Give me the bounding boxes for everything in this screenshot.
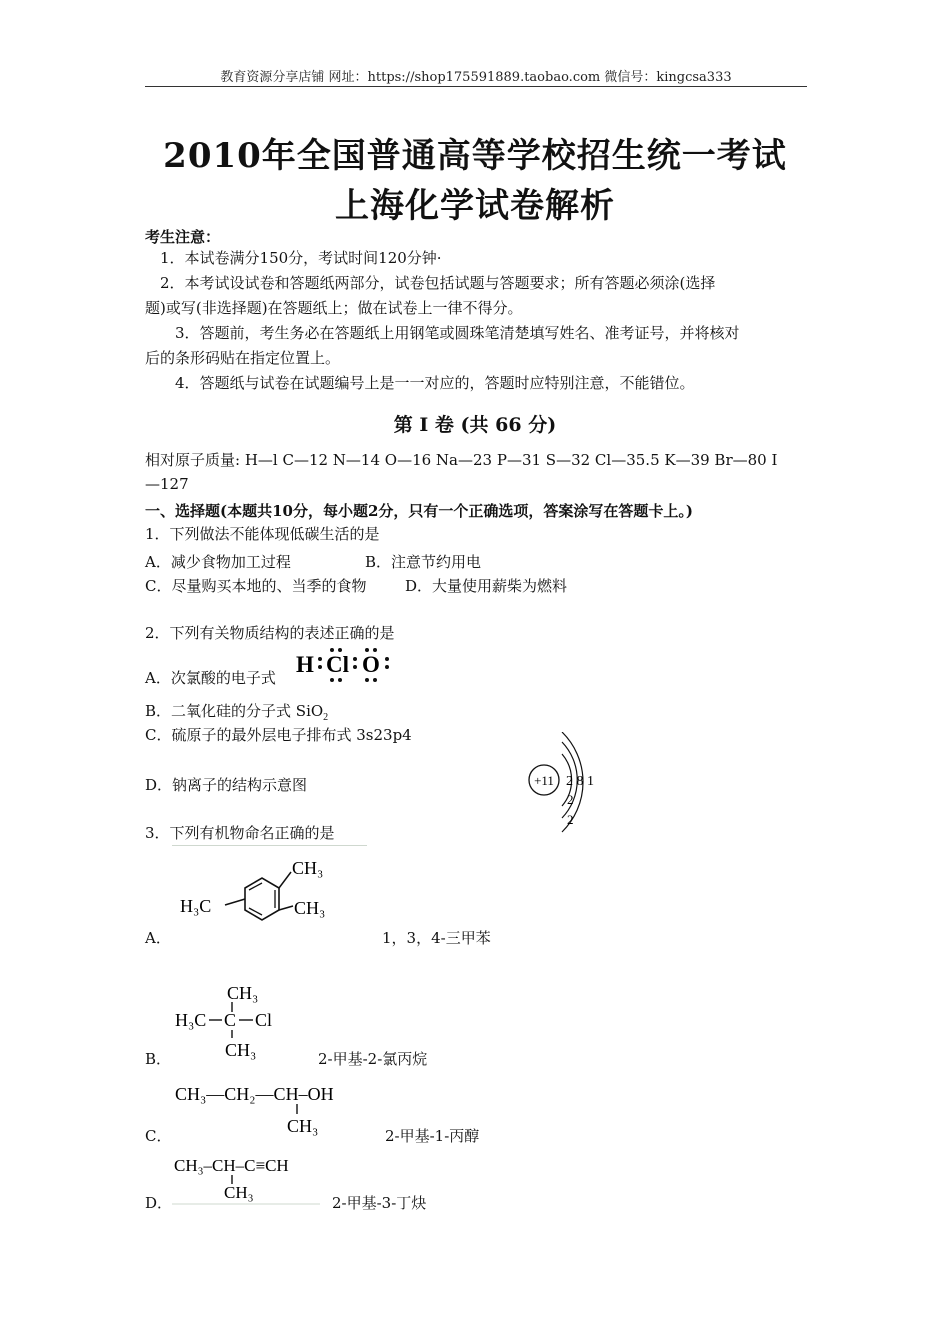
q3-option-d-label: D． bbox=[145, 1194, 173, 1212]
q3-option-c-label: C． bbox=[145, 1127, 172, 1145]
q3-option-a-name: 1，3，4-三甲苯 bbox=[382, 929, 491, 947]
q3-option-d-name: 2-甲基-3-丁炔 bbox=[332, 1194, 427, 1212]
q2-option-b-subscript: 2 bbox=[323, 712, 329, 723]
b-top-methyl: CH₃ bbox=[227, 983, 259, 1003]
methyl-right: CH₃ bbox=[294, 898, 326, 918]
nucleus-charge: +11 bbox=[534, 773, 554, 788]
c-branch-methyl: CH₃ bbox=[287, 1116, 319, 1136]
hclo-electron-formula bbox=[296, 646, 396, 684]
b-bottom-methyl: CH₃ bbox=[225, 1040, 257, 1060]
exam-title-line1: 2010年全国普通高等学校招生统一考试 bbox=[163, 136, 787, 176]
q1-option-a: A．减少食物加工过程 bbox=[145, 553, 291, 571]
methyl-left: H₃C bbox=[180, 896, 212, 916]
atomic-masses-line1: 相对原子质量: H—l C—12 N—14 O—16 Na—23 P—31 S—32 Cl—35.5 K—39 Br—80 I bbox=[145, 451, 778, 469]
q3-option-b-name: 2-甲基-2-氯丙烷 bbox=[318, 1050, 428, 1068]
c-main-chain: CH₃—CH₂—CH–OH bbox=[175, 1084, 334, 1104]
methylbutyne-structure bbox=[172, 1152, 332, 1207]
q2-stem: 2．下列有关物质结构的表述正确的是 bbox=[145, 624, 395, 642]
methyl-top: CH₃ bbox=[292, 858, 324, 878]
q2-option-c: C．硫原子的最外层电子排布式 3s23p4 bbox=[145, 726, 412, 744]
shell-extra-count-1: 2 bbox=[567, 792, 574, 807]
formula-cl: Cl bbox=[326, 652, 349, 677]
formula-o: O bbox=[362, 652, 380, 677]
methylpropanol-structure bbox=[175, 1078, 375, 1138]
d-branch-methyl: CH₃ bbox=[224, 1183, 254, 1202]
q3-option-c-name: 2-甲基-1-丙醇 bbox=[385, 1127, 480, 1145]
q2-option-d: D．钠离子的结构示意图 bbox=[145, 776, 308, 794]
b-center-carbon: C bbox=[224, 1010, 237, 1030]
q1-option-c: C．尽量购买本地的、当季的食物 bbox=[145, 577, 367, 595]
q2-option-a: A．次氯酸的电子式 bbox=[145, 669, 276, 687]
notice-item-4: 4．答题纸与试卷在试题编号上是一一对应的，答题时应特别注意，不能错位。 bbox=[175, 374, 695, 392]
formula-h: H bbox=[296, 652, 314, 677]
notice-item-2a: 2．本考试设试卷和答题纸两部分，试卷包括试题与答题要求；所有答题必须涂(选择 bbox=[160, 274, 716, 292]
notice-item-1: 1．本试卷满分150分，考试时间120分钟· bbox=[160, 249, 442, 267]
benzene-ring bbox=[245, 878, 279, 920]
q2-option-b bbox=[145, 700, 328, 723]
notice-label: 考生注意： bbox=[145, 228, 221, 246]
q3-stem: 3．下列有机物命名正确的是 bbox=[145, 824, 335, 842]
chloro-methylpropane-structure bbox=[175, 980, 285, 1060]
q1-option-b: B．注意节约用电 bbox=[365, 553, 482, 571]
header-rule bbox=[145, 86, 807, 87]
shell-extra-count-2: 2 bbox=[567, 812, 574, 827]
notice-item-3a: 3．答题前，考生务必在答题纸上用钢笔或圆珠笔清楚填写姓名、准考证号，并将核对 bbox=[175, 324, 740, 342]
page-header: 教育资源分享店铺 网址：https://shop175591889.taobao.com 微信号：kingcsa333 bbox=[220, 70, 732, 85]
q3-option-a-label: A． bbox=[145, 929, 171, 947]
q1-stem: 1．下列做法不能体现低碳生活的是 bbox=[145, 525, 380, 543]
b-chlorine: Cl bbox=[255, 1010, 273, 1030]
shell-electron-counts: 2 8 1 bbox=[566, 774, 594, 789]
q2-option-b-text: B．二氧化硅的分子式 SiO bbox=[145, 702, 324, 720]
d-main-chain: CH₃–CH–C≡CH bbox=[174, 1156, 289, 1175]
notice-item-3b: 后的条形码贴在指定位置上。 bbox=[145, 349, 341, 367]
b-left-methyl: H₃C bbox=[175, 1010, 207, 1030]
q3-stem-underline bbox=[172, 845, 367, 846]
q3-option-b-label: B． bbox=[145, 1050, 172, 1068]
sodium-ion-structure-diagram bbox=[524, 732, 609, 840]
atomic-masses-line2: —127 bbox=[145, 475, 189, 493]
notice-item-2b: 题)或写(非选择题)在答题纸上；做在试卷上一律不得分。 bbox=[145, 299, 523, 317]
part1-heading: 一、选择题(本题共10分，每小题2分，只有一个正确选项，答案涂写在答题卡上。) bbox=[145, 502, 694, 520]
exam-title-line2: 上海化学试卷解析 bbox=[335, 186, 615, 226]
q1-option-d: D．大量使用薪柴为燃料 bbox=[405, 577, 568, 595]
section-title: 第 I 卷 (共 66 分) bbox=[393, 414, 557, 436]
trimethylbenzene-structure bbox=[175, 850, 360, 940]
